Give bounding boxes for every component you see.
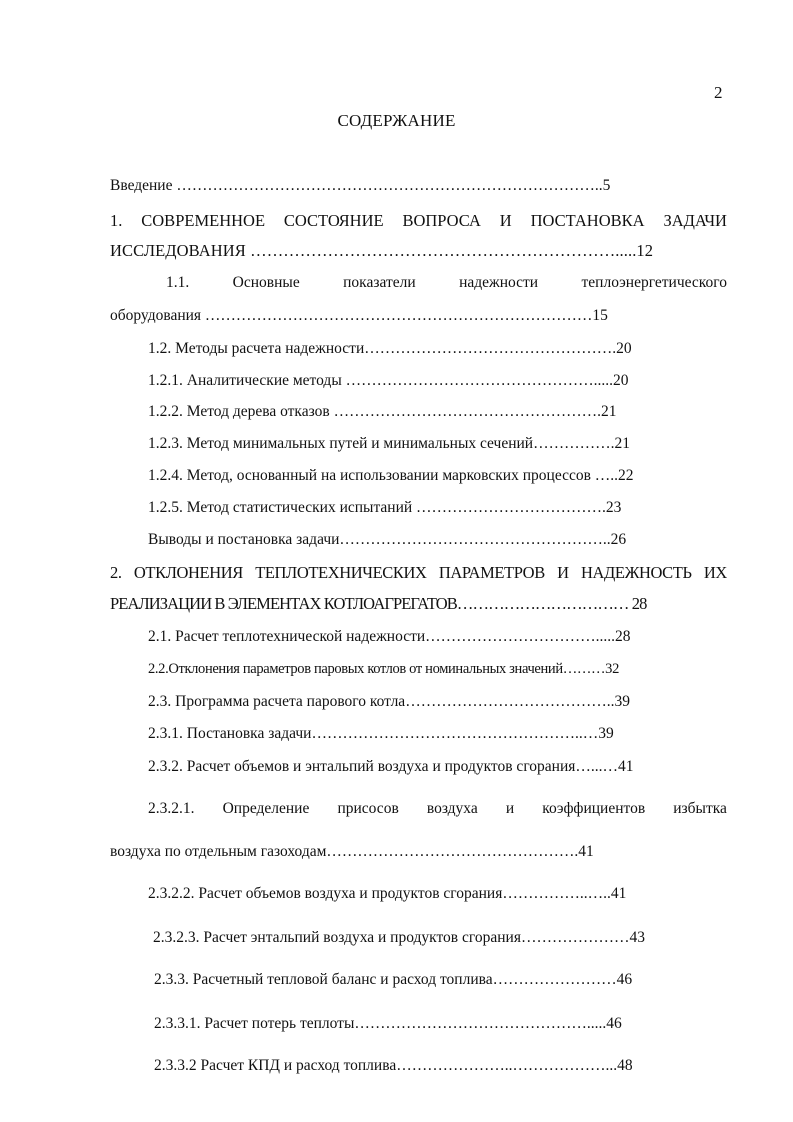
word: избытка: [673, 800, 727, 817]
toc-entry-1-2-2: 1.2.2. Метод дерева отказов …………………………………………….21: [148, 403, 617, 420]
toc-entry-1-1-line-1: [166, 273, 727, 293]
toc-entry-1-1-line-2: оборудования …………………………………………………………………15: [110, 307, 608, 324]
toc-entry-1-2-5: 1.2.5. Метод статистических испытаний ……………………………….23: [148, 499, 622, 516]
word: 2.3.2.1.: [148, 800, 195, 817]
toc-chapter-2-line-2: РЕАЛИЗАЦИИ В ЭЛЕМЕНТАХ КОТЛОАГРЕГАТОВ…………………………… 28: [110, 594, 647, 613]
word: коэффициентов: [542, 800, 646, 817]
word: 2.: [110, 563, 122, 582]
word: присосов: [337, 800, 399, 817]
toc-chapter-1-line-1: [110, 211, 727, 231]
word: ТЕПЛОТЕХНИЧЕСКИХ: [255, 563, 427, 582]
toc-entry-2-1: 2.1. Расчет теплотехнической надежности…………………………….....28: [148, 628, 631, 645]
toc-entry-2-3-2: 2.3.2. Расчет объемов и энтальпий воздуха и продуктов сгорания…...…41: [148, 758, 634, 775]
word: СОСТОЯНИЕ: [283, 211, 384, 230]
word: ПОСТАНОВКА: [530, 211, 645, 230]
toc-entry-introduction: Введение ………………………………………………………………………..5: [110, 177, 611, 194]
toc-entry-2-3-1: 2.3.1. Постановка задачи……………………………………………..…39: [148, 725, 614, 742]
toc-entry-1-2-3: 1.2.3. Метод минимальных путей и минимальных сечений…………….21: [148, 435, 630, 452]
word: надежности: [459, 274, 539, 291]
word: Определение: [222, 800, 310, 817]
toc-entry-2-3-3-1: 2.3.3.1. Расчет потерь теплоты……………………………………….....46: [154, 1015, 622, 1032]
word: теплоэнергетического: [581, 274, 727, 291]
word: СОВРЕМЕННОЕ: [141, 211, 266, 230]
word: ОТКЛОНЕНИЯ: [133, 563, 243, 582]
toc-entry-2-3-2-3: 2.3.2.3. Расчет энтальпий воздуха и продуктов сгорания…………………43: [153, 929, 645, 946]
toc-chapter-1-line-2: ИССЛЕДОВАНИЯ ………………………………………………………….....12: [110, 241, 654, 260]
toc-entry-2-3: 2.3. Программа расчета парового котла…………………………………..39: [148, 693, 630, 710]
toc-entry-2-2: 2.2.Отклонения параметров паровых котлов от номинальных значений………32: [148, 661, 619, 677]
word: ПАРАМЕТРОВ: [438, 563, 545, 582]
word: воздуха: [426, 800, 478, 817]
toc-entry-2-3-2-1-line-1: [148, 799, 727, 819]
word: И: [499, 211, 512, 230]
page-title: СОДЕРЖАНИЕ: [337, 111, 456, 130]
toc-entry-2-3-2-1-line-2: воздуха по отдельным газоходам………………………………………….41: [110, 843, 594, 860]
word: ИХ: [703, 563, 727, 582]
toc-entry-1-2-4: 1.2.4. Метод, основанный на использовании марковских процессов …..22: [148, 467, 634, 484]
toc-entry-2-3-3: 2.3.3. Расчетный тепловой баланс и расход топлива……………………46: [154, 971, 633, 988]
word: показатели: [343, 274, 416, 291]
word: и: [505, 800, 515, 817]
word: 1.: [110, 211, 123, 230]
toc-entry-1-2-1: 1.2.1. Аналитические методы ………………………………………….....20: [148, 372, 629, 389]
toc-entry-conclusions-1: Выводы и постановка задачи……………………………………………..26: [148, 531, 627, 548]
toc-entry-2-3-3-2: 2.3.3.2 Расчет КПД и расход топлива…………………..………………...48: [154, 1057, 633, 1074]
word: Основные: [232, 274, 300, 291]
toc-entry-1-2: 1.2. Методы расчета надежности………………………………………….20: [148, 340, 632, 357]
word: ЗАДАЧИ: [663, 211, 727, 230]
toc-entry-2-3-2-2: 2.3.2.2. Расчет объемов воздуха и продуктов сгорания……………..…..41: [148, 885, 627, 902]
toc-chapter-2-line-1: [110, 563, 727, 583]
word: НАДЕЖНОСТЬ: [581, 563, 692, 582]
page-number: 2: [714, 83, 723, 102]
word: 1.1.: [166, 274, 190, 291]
word: И: [557, 563, 569, 582]
word: ВОПРОСА: [402, 211, 481, 230]
